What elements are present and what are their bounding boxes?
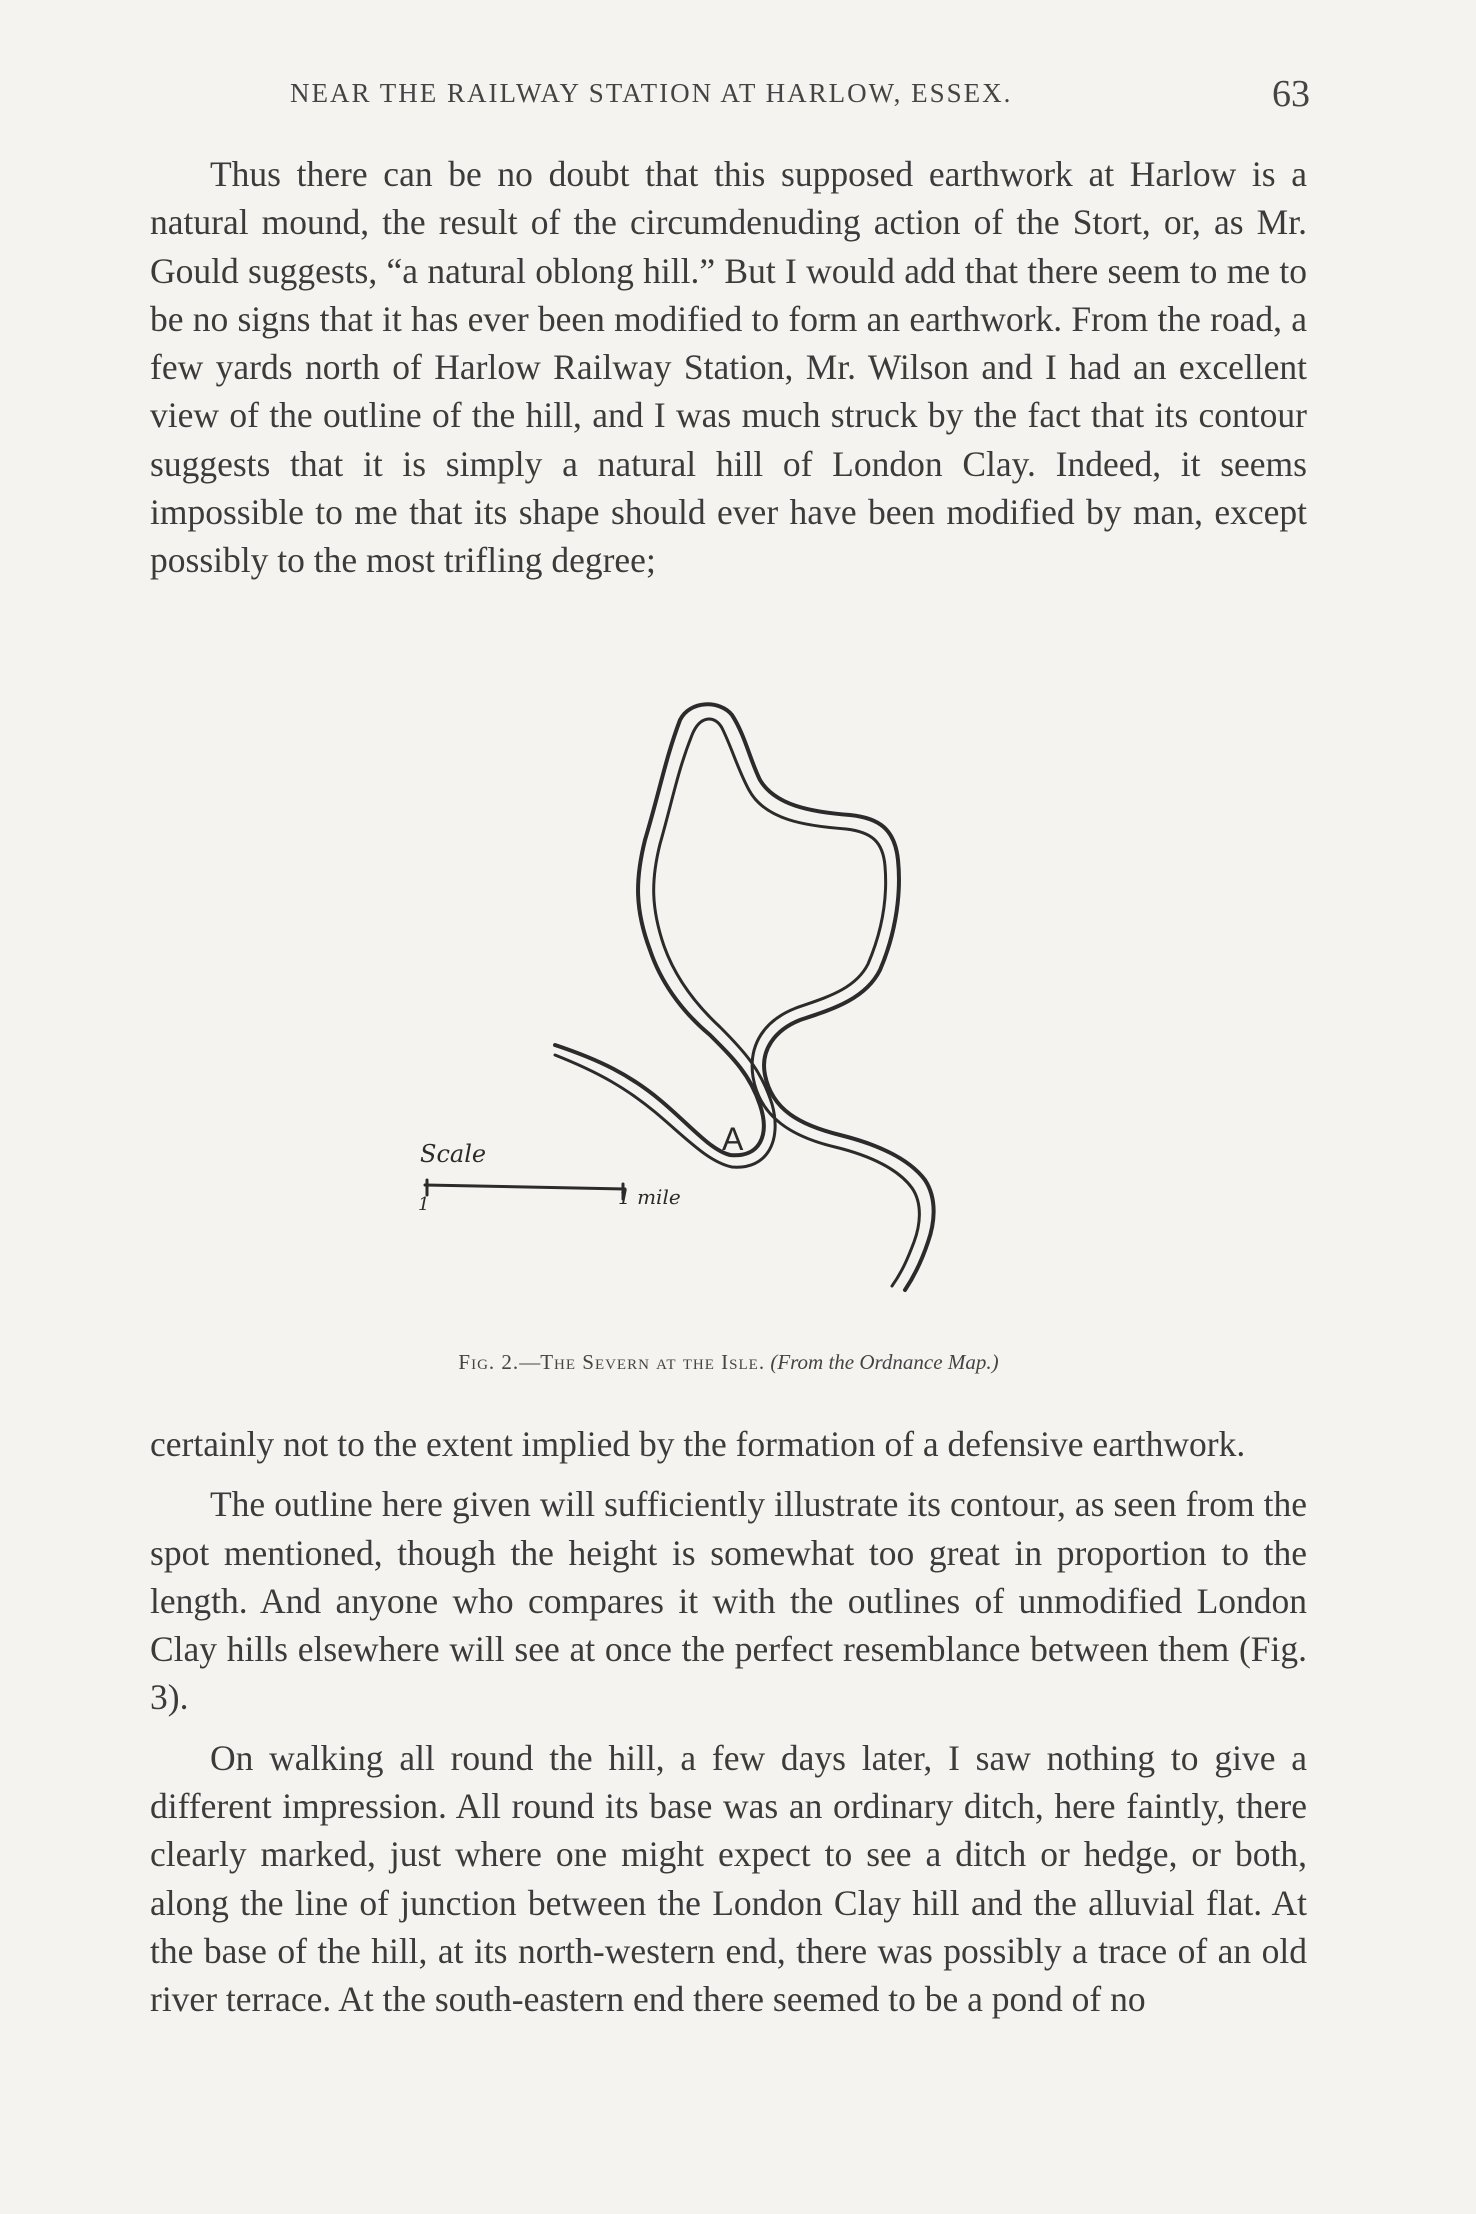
scale-label: Scale bbox=[420, 1140, 487, 1168]
caption-source: (From the Ordnance Map.) bbox=[770, 1350, 999, 1374]
paragraph: On walking all round the hill, a few days later, I saw nothing to give a different impression. All round its base was an ordinary ditch, here faintly, there clearly marked, just where one might expect to see a ditch or hedge, or both, along the line of junction between the London Clay hill and the alluvial flat. At the base of the hill, at its north-western end, there was possibly a trace of an old river terrace. At the south-eastern end there seemed to be a pond of no bbox=[150, 1737, 1307, 2020]
caption-figure-number: Fig. 2. bbox=[458, 1350, 520, 1374]
severn-meander-drawing bbox=[400, 680, 1100, 1360]
page-number: 63 bbox=[1272, 73, 1310, 115]
river-map-figure bbox=[400, 680, 1100, 1360]
running-head bbox=[150, 73, 1310, 128]
running-head-title: NEAR THE RAILWAY STATION AT HARLOW, ESSEX. bbox=[290, 78, 1013, 108]
river-bank-inner bbox=[555, 719, 919, 1286]
point-a-label: A bbox=[722, 1121, 744, 1157]
scale-end-label: 1 mile bbox=[618, 1185, 681, 1209]
figure-caption: Fig. 2.—The Severn at the Isle. (From the Ordnance Map.) bbox=[458, 1350, 999, 1374]
paragraph: The outline here given will sufficiently illustrate its contour, as seen from the spot mentioned, though the height is somewhat too great in proportion to the length. And anyone who compares it with the outlines of unmodified London Clay hills elsewhere will see at once the perfect resemblance between them (Fig. 3). bbox=[150, 1484, 1307, 1718]
caption-title: The Severn at the Isle. bbox=[540, 1350, 766, 1374]
paragraph: Thus there can be no doubt that this supposed earthwork at Harlow is a natural mound, the result of the circumdenuding action of the Stort, or, as Mr. Gould suggests, “a natural oblong hill.” But I would add that there seem to me to be no signs that it has ever been modified to form an earthwork. From the road, a few yards north of Harlow Railway Station, Mr. Wilson and I had an excellent view of the outline of the hill, and I was much struck by the fact that its contour suggests that it is simply a natural hill of London Clay. Indeed, it seems impossible to me that its shape should ever have been modified by man, except possibly to the most trifling degree; bbox=[150, 154, 1307, 581]
paragraph: certainly not to the extent implied by the formation of a defensive earthwork. bbox=[150, 1424, 1246, 1464]
body-text-top bbox=[150, 150, 1307, 585]
scale-bar bbox=[425, 1185, 625, 1189]
body-text-bottom bbox=[150, 1420, 1307, 2024]
scale-start-label: 1 bbox=[418, 1194, 430, 1215]
river-bank-outer bbox=[555, 704, 934, 1290]
